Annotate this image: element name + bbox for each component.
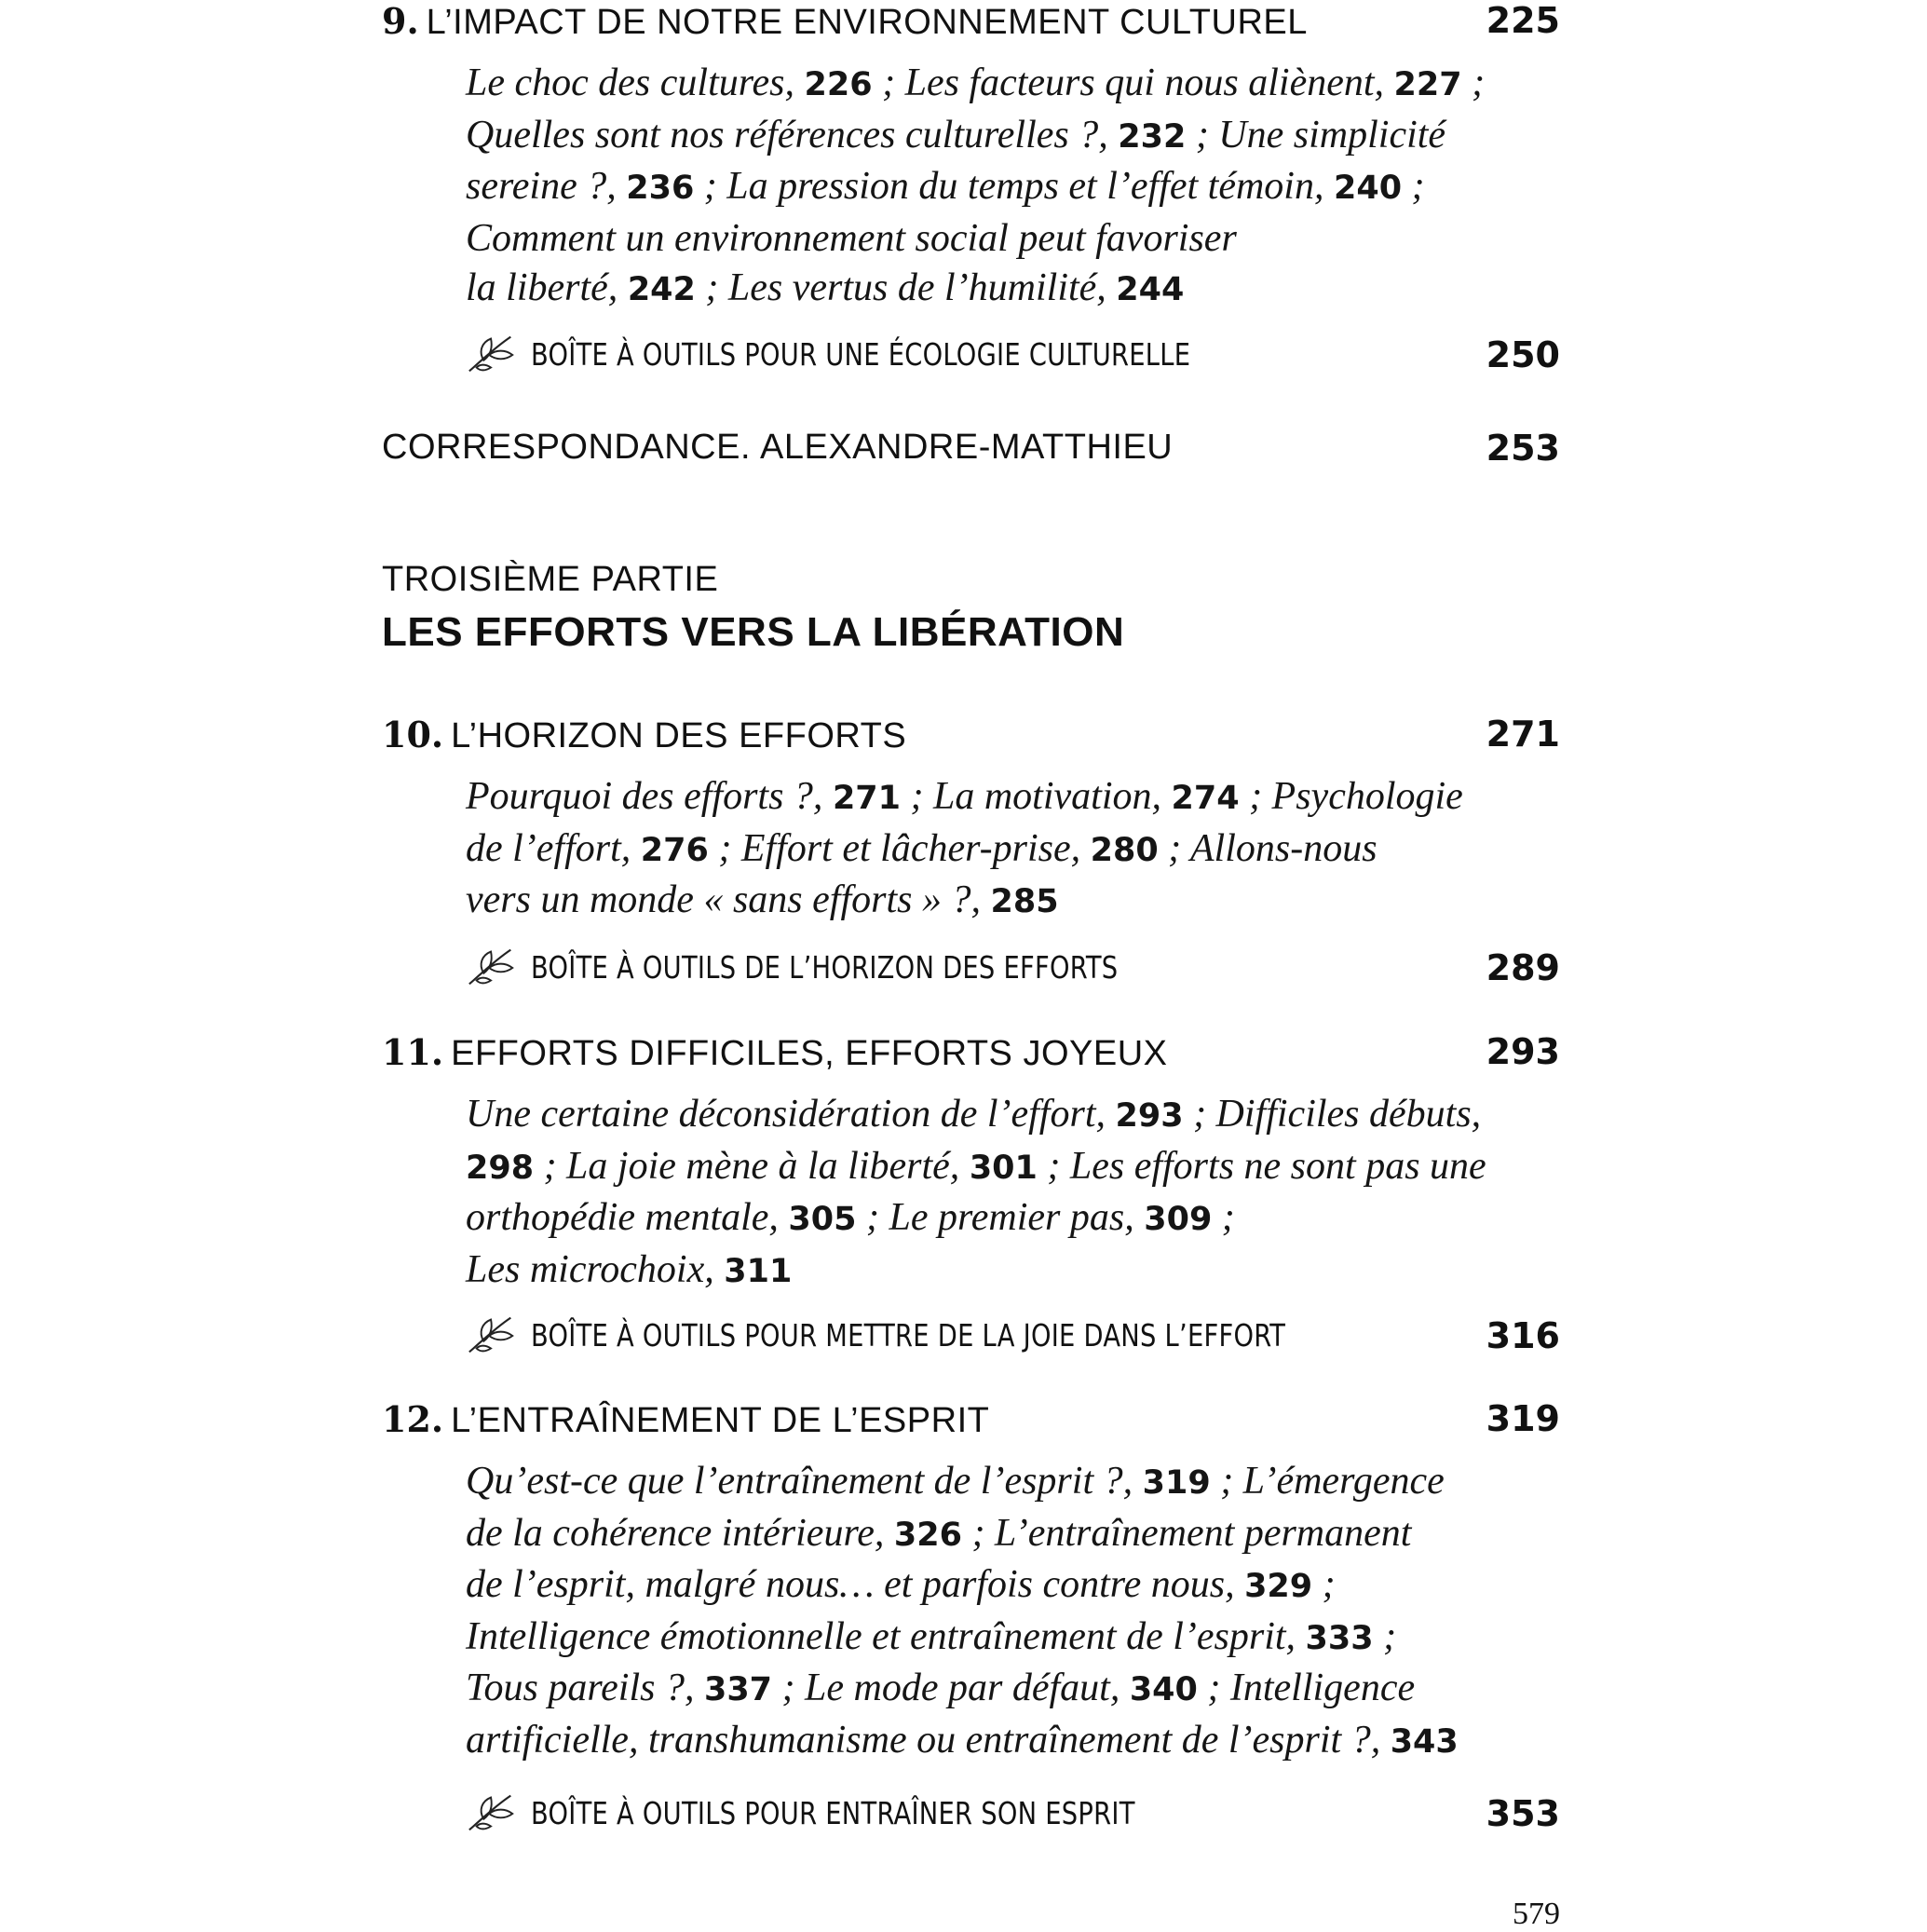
leaf-icon <box>466 333 520 375</box>
description-line <box>466 264 1485 316</box>
description-line <box>466 772 1463 824</box>
section-text: artificielle, transhumanisme ou entraînement de l’esprit ?, <box>466 1718 1391 1762</box>
chapter-page-number: 271 <box>1486 714 1560 755</box>
chapter-12-heading[interactable] <box>382 1398 1560 1445</box>
page-reference[interactable]: 244 <box>1116 271 1185 308</box>
correspondence-label: CORRESPONDANCE. <box>382 428 751 467</box>
page-reference[interactable]: 226 <box>804 66 873 103</box>
page-reference[interactable]: 337 <box>703 1671 773 1708</box>
toolbox-title: BOÎTE À OUTILS POUR UNE ÉCOLOGIE CULTURELLE <box>531 335 1191 373</box>
section-text: ; Effort et lâcher-prise, <box>708 826 1091 870</box>
chapter-number: 12. <box>382 1398 444 1440</box>
page-reference[interactable]: 276 <box>640 831 709 869</box>
page-reference[interactable]: 305 <box>788 1201 857 1238</box>
page-reference[interactable]: 274 <box>1171 780 1240 817</box>
chapter-page-number: 225 <box>1486 0 1560 41</box>
page-reference[interactable]: 301 <box>969 1149 1038 1187</box>
chapter-9-heading[interactable] <box>382 0 1560 47</box>
section-text: Pourquoi des efforts ?, <box>466 775 833 818</box>
toolbox-title: BOÎTE À OUTILS POUR ENTRAÎNER SON ESPRIT <box>531 1794 1135 1831</box>
section-text: Quelles sont nos références culturelles ?, <box>466 113 1119 156</box>
section-text: orthopédie mentale, <box>466 1196 789 1239</box>
section-text: ; <box>1312 1563 1336 1606</box>
page-reference[interactable]: 236 <box>626 170 695 207</box>
chapter-10-description <box>466 772 1463 928</box>
section-text: ; La motivation, <box>901 775 1172 818</box>
section-text: ; Une simplicité <box>1186 113 1446 156</box>
section-text: ; Allons-nous <box>1158 826 1377 870</box>
section-text: ; Psychologie <box>1239 775 1463 818</box>
page-reference[interactable]: 309 <box>1144 1201 1213 1238</box>
chapter-12-description <box>466 1457 1459 1767</box>
page-reference[interactable]: 340 <box>1129 1671 1198 1708</box>
description-line <box>466 59 1485 111</box>
correspondence-page-number: 253 <box>1486 428 1560 469</box>
section-text: Qu’est-ce que l’entraînement de l’esprit ?, <box>466 1460 1143 1503</box>
page-reference[interactable]: 319 <box>1142 1464 1211 1502</box>
page-reference[interactable]: 240 <box>1333 170 1403 207</box>
chapter-12-toolbox[interactable] <box>466 1789 1560 1836</box>
section-text: ; Difficiles débuts, <box>1183 1093 1482 1136</box>
part-title: LES EFFORTS VERS LA LIBÉRATION <box>382 609 1125 655</box>
page-reference[interactable]: 242 <box>627 271 696 308</box>
description-line <box>466 1245 1486 1298</box>
chapter-number: 10. <box>382 714 444 755</box>
chapter-number: 11. <box>382 1031 444 1073</box>
page-reference[interactable]: 285 <box>990 883 1059 920</box>
section-text: ; Le premier pas, <box>856 1196 1145 1239</box>
section-text: Les microchoix, <box>466 1247 725 1291</box>
leaf-icon <box>466 946 520 988</box>
section-text: Intelligence émotionnelle et entraînement de l’esprit, <box>466 1614 1306 1658</box>
toolbox-page-number: 250 <box>1486 334 1560 375</box>
description-line <box>466 1560 1459 1612</box>
section-text: ; <box>1373 1614 1397 1658</box>
section-text: la liberté, <box>466 266 628 309</box>
page-reference[interactable]: 298 <box>466 1149 535 1187</box>
chapter-11-toolbox[interactable] <box>466 1312 1560 1358</box>
description-line <box>466 1090 1486 1142</box>
description-line <box>466 1193 1486 1245</box>
section-text: Le choc des cultures, <box>466 61 805 104</box>
page-reference[interactable]: 329 <box>1244 1568 1313 1605</box>
page-number: 579 <box>1513 1897 1560 1931</box>
section-text: ; <box>1212 1196 1235 1239</box>
page-reference[interactable]: 343 <box>1390 1722 1459 1761</box>
section-text: ; Les efforts ne sont pas une <box>1037 1144 1486 1188</box>
chapter-9-toolbox[interactable] <box>466 331 1560 377</box>
section-text: Une certaine déconsidération de l’effort, <box>466 1093 1116 1136</box>
chapter-number: 9. <box>382 0 419 42</box>
leaf-icon <box>466 1791 520 1834</box>
description-line <box>466 1509 1459 1561</box>
section-text: ; <box>1402 165 1425 208</box>
toolbox-title: BOÎTE À OUTILS DE L’HORIZON DES EFFORTS <box>531 948 1119 986</box>
section-text: ; Le mode par défaut, <box>772 1667 1130 1709</box>
chapter-10-toolbox[interactable] <box>466 944 1560 990</box>
section-text: ; L’émergence <box>1210 1460 1445 1503</box>
section-text: vers un monde « sans efforts » ?, <box>466 878 991 921</box>
chapter-title: L’ENTRAÎNEMENT DE L’ESPRIT <box>451 1401 990 1440</box>
section-text: ; Les facteurs qui nous aliènent, <box>872 61 1394 104</box>
toolbox-page-number: 316 <box>1486 1315 1560 1356</box>
page-reference[interactable]: 232 <box>1118 117 1187 156</box>
description-line <box>466 824 1463 877</box>
chapter-page-number: 319 <box>1486 1398 1560 1439</box>
description-line <box>466 1664 1459 1716</box>
section-text: de l’effort, <box>466 826 641 870</box>
section-text: de l’esprit, malgré nous… et parfois contre nous, <box>466 1563 1245 1606</box>
page-reference[interactable]: 271 <box>832 780 901 817</box>
description-line <box>466 1716 1459 1768</box>
chapter-page-number: 293 <box>1486 1031 1560 1072</box>
description-line <box>466 162 1485 214</box>
page-reference[interactable]: 311 <box>724 1252 793 1290</box>
section-text: Tous pareils ?, <box>466 1667 704 1709</box>
chapter-9-description <box>466 59 1485 316</box>
section-text: sereine ?, <box>466 165 627 208</box>
description-line <box>466 1457 1459 1509</box>
chapter-10-heading[interactable] <box>382 714 1560 760</box>
page-reference[interactable]: 280 <box>1090 831 1159 869</box>
page-reference[interactable]: 227 <box>1393 66 1462 103</box>
section-text: ; <box>1461 61 1486 104</box>
section-text: ; La pression du temps et l’effet témoin, <box>694 165 1334 208</box>
description-line <box>466 876 1463 928</box>
page-reference[interactable]: 293 <box>1115 1097 1184 1135</box>
toolbox-page-number: 353 <box>1486 1793 1560 1834</box>
page-reference[interactable]: 326 <box>893 1516 962 1554</box>
section-text: ; Intelligence <box>1197 1667 1416 1709</box>
chapter-11-heading[interactable] <box>382 1031 1560 1078</box>
correspondence-names: ALEXANDRE-MATTHIEU <box>760 428 1174 467</box>
chapter-title: L’HORIZON DES EFFORTS <box>451 716 907 755</box>
toolbox-title: BOÎTE À OUTILS POUR METTRE DE LA JOIE DANS L’EFFORT <box>531 1316 1286 1354</box>
section-text: ; L’entraînement permanent <box>961 1511 1412 1555</box>
toolbox-page-number: 289 <box>1486 947 1560 988</box>
chapter-title: EFFORTS DIFFICILES, EFFORTS JOYEUX <box>451 1034 1168 1073</box>
section-text: ; La joie mène à la liberté, <box>534 1144 970 1188</box>
page-reference[interactable]: 333 <box>1305 1619 1374 1657</box>
description-line <box>466 214 1485 265</box>
part-label: TROISIÈME PARTIE <box>382 560 719 599</box>
section-text: ; Les vertus de l’humilité, <box>695 266 1117 309</box>
section-text: Comment un environnement social peut favoriser <box>466 216 1237 260</box>
description-line <box>466 1612 1459 1665</box>
section-text: de la cohérence intérieure, <box>466 1511 894 1555</box>
chapter-11-description <box>466 1090 1486 1297</box>
description-line <box>466 111 1485 163</box>
correspondence-heading[interactable] <box>382 428 1560 474</box>
description-line <box>466 1142 1486 1194</box>
chapter-title: L’IMPACT DE NOTRE ENVIRONNEMENT CULTUREL <box>426 3 1308 42</box>
leaf-icon <box>466 1313 520 1356</box>
